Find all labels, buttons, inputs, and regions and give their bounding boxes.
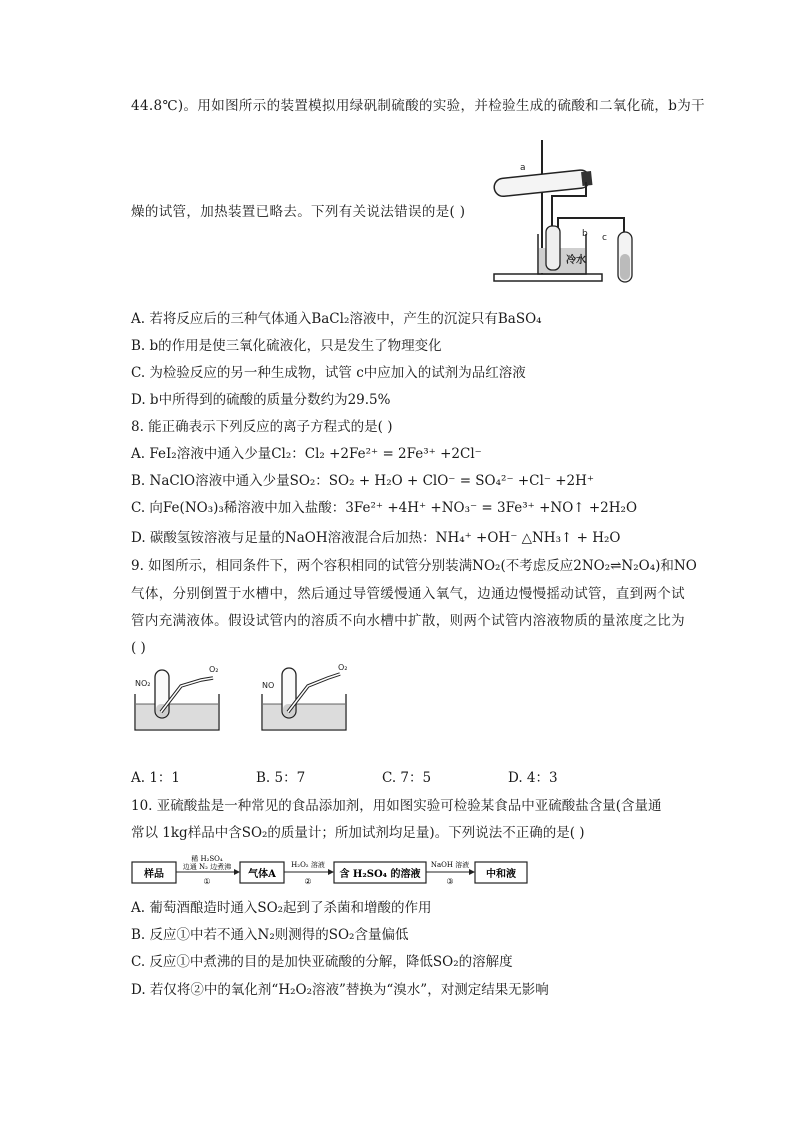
q9-stem-line2: 气体，分别倒置于水槽中，然后通过导管缓慢通入氧气，边通边慢慢摇动试管，直到两个试 [131,586,685,602]
q8-option-b: B. NaClO溶液中通入少量SO₂：SO₂ + H₂O + ClO⁻ = SO₄²⁻ +Cl⁻ +2H⁺ [131,473,595,489]
q10-option-b: B. 反应①中若不通入N₂则测得的SO₂含量偏低 [131,927,409,943]
tube-b [546,226,560,270]
q10-option-a: A. 葡萄酒酿造时通入SO₂起到了杀菌和增酸的作用 [131,900,432,916]
q7-apparatus-figure [486,136,646,288]
label-a: a [520,163,526,173]
q10-flowchart [131,853,531,887]
q10-option-c: C. 反应①中煮沸的目的是加快亚硫酸的分解，降低SO₂的溶解度 [131,954,513,970]
flow-step3-num: ③ [446,877,454,886]
flow-solution: 含 H₂SO₄ 的溶液 [339,869,421,880]
label-cold-water: 冷水 [566,255,586,266]
flow-sample: 样品 [144,869,164,880]
delivery-tube-2 [558,218,624,248]
q7-stem-line1: 44.8℃)。用如图所示的装置模拟用绿矾制硫酸的实验，并检验生成的硫酸和二氧化硫，b为干 [131,98,705,114]
q8-stem: 8. 能正确表示下列反应的离子方程式的是( ) [131,419,393,435]
label-no2: NO₂ [135,679,151,688]
q9-stem-line4: ( ) [131,640,146,656]
q9-option-a: A. 1：1 [131,770,181,786]
stand-base [494,274,602,281]
q9-option-d: D. 4：3 [508,770,558,786]
flow-final: 中和液 [486,869,516,880]
flow-step1-top: 稀 H₂SO₄ [191,855,223,863]
q7-option-c: C. 为检验反应的另一种生成物，试管 c中应加入的试剂为品红溶液 [131,365,526,381]
label-c: c [602,233,607,243]
q9-stem-line1: 9. 如图所示，相同条件下，两个容积相同的试管分别装满NO₂(不考虑反应2NO₂⇌N₂O₄)和NO [131,558,697,574]
label-o2-left: O₂ [209,665,219,674]
q7-option-a: A. 若将反应后的三种气体通入BaCl₂溶液中，产生的沉淀只有BaSO₄ [131,311,542,327]
q10-stem-line2: 常以 1kg样品中含SO₂的质量计；所加试剂均足量)。下列说法不正确的是( ) [131,825,585,841]
flow-step1-num: ① [203,877,211,886]
label-b: b [582,229,588,239]
q9-stem-line3: 管内充满液体。假设试管内的溶质不向水槽中扩散，则两个试管内溶液物质的量浓度之比为 [131,613,685,629]
q10-stem-line1: 10. 亚硫酸盐是一种常见的食品添加剂，用如图实验可检验某食品中亚硫酸盐含量(含量通 [131,798,662,814]
q9-option-b: B. 5：7 [256,770,306,786]
q10-option-d: D. 若仅将②中的氧化剂“H₂O₂溶液”替换为“溴水”，对测定结果无影响 [131,982,549,998]
flow-step1-mid: 边通 N₂ 边煮沸 [182,863,232,871]
tube-a [493,169,592,197]
q8-option-a: A. FeI₂溶液中通入少量Cl₂：Cl₂ +2Fe²⁺ = 2Fe³⁺ +2Cl⁻ [131,446,482,462]
flow-step2-num: ② [304,877,312,886]
label-o2-right: O₂ [338,663,348,672]
flow-step3-top: NaOH 溶液 [430,861,470,869]
q7-option-d: D. b中所得到的硫酸的质量分数约为29.5% [131,392,391,408]
flow-gas: 气体A [248,869,276,880]
q8-option-d: D. 碳酸氢铵溶液与足量的NaOH溶液混合后加热：NH₄⁺ +OH⁻ △NH₃↑ + H₂O [131,530,621,546]
q7-option-b: B. b的作用是使三氧化硫液化，只是发生了物理变化 [131,338,442,354]
q8-option-c: C. 向Fe(NO₃)₃稀溶液中加入盐酸：3Fe²⁺ +4H⁺ +NO₃⁻ = 3Fe³⁺ +NO↑ +2H₂O [131,500,638,516]
q9-right-figure [258,660,368,734]
q9-option-c: C. 7：5 [382,770,432,786]
q9-left-figure [131,660,241,734]
flow-step2-top: H₂O₂ 溶液 [291,861,325,869]
q7-stem-line2: 燥的试管，加热装置已略去。下列有关说法错误的是( ) [131,204,466,220]
label-no: NO [262,681,275,690]
